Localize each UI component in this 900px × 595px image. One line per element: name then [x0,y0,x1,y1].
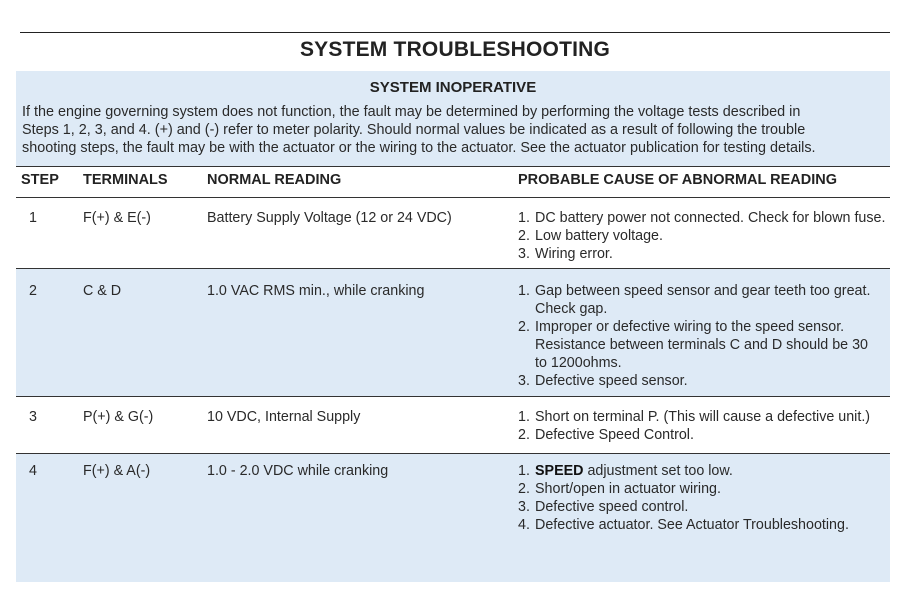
divider [16,453,890,454]
row-terminals: F(+) & A(-) [83,463,151,479]
row-normal-reading: 10 VDC, Internal Supply [207,409,361,425]
divider [16,166,890,167]
row-causes-list [518,408,870,444]
intro-line: shooting steps, the fault may be with the actuator or the wiring to the actuator. See the actuator publication for testing details. [22,140,816,156]
header-probable-cause: PROBABLE CAUSE OF ABNORMAL READING [518,172,838,188]
row-step: 1 [29,210,37,226]
row-normal-reading: 1.0 - 2.0 VDC while cranking [207,463,389,479]
cause-item: 2. Low battery voltage. [518,228,663,244]
header-normal-reading: NORMAL READING [207,172,342,188]
cause-item: 3. Defective speed control. [518,499,689,515]
cause-item: 3. Wiring error. [518,246,613,262]
row-normal-reading: Battery Supply Voltage (12 or 24 VDC) [207,210,452,226]
cause-item: 3. Defective speed sensor. [518,373,688,389]
divider [16,268,890,269]
cause-item-continued: Resistance between terminals C and D should be 30 [535,337,868,353]
header-step: STEP [21,172,59,188]
section-subtitle: SYSTEM INOPERATIVE [369,79,537,96]
header-terminals: TERMINALS [83,172,168,188]
cause-item: 1. Gap between speed sensor and gear teeth too great. [518,283,871,299]
row-step: 3 [29,409,37,425]
intro-line: If the engine governing system does not function, the fault may be determined by performing the voltage tests described in [22,104,801,120]
row-causes-list [518,462,849,534]
intro-line: Steps 1, 2, 3, and 4. (+) and (-) refer to meter polarity. Should normal values be indicated as a result of following the trouble [22,122,806,138]
intro-paragraph [22,103,892,157]
cause-item: 1. SPEED adjustment set too low. [518,463,733,479]
row-step: 4 [29,463,37,479]
cause-item-continued: to 1200ohms. [535,355,622,371]
row-terminals: P(+) & G(-) [83,409,154,425]
cause-item: 2. Short/open in actuator wiring. [518,481,721,497]
cause-item: 4. Defective actuator. See Actuator Troubleshooting. [518,517,849,533]
page-title: SYSTEM TROUBLESHOOTING [299,38,611,61]
row-causes-list [518,209,885,263]
cause-item: 2. Defective Speed Control. [518,427,694,443]
row-terminals: F(+) & E(-) [83,210,151,226]
row-step: 2 [29,283,37,299]
row-normal-reading: 1.0 VAC RMS min., while cranking [207,283,425,299]
cause-item-continued: Check gap. [535,301,608,317]
cause-item: 1. Short on terminal P. (This will cause a defective unit.) [518,409,871,425]
cause-item: 1. DC battery power not connected. Check for blown fuse. [518,210,886,226]
top-rule [20,32,890,33]
cause-item: 2. Improper or defective wiring to the speed sensor. [518,319,845,335]
row-terminals: C & D [83,283,122,299]
row-causes-list [518,282,870,390]
